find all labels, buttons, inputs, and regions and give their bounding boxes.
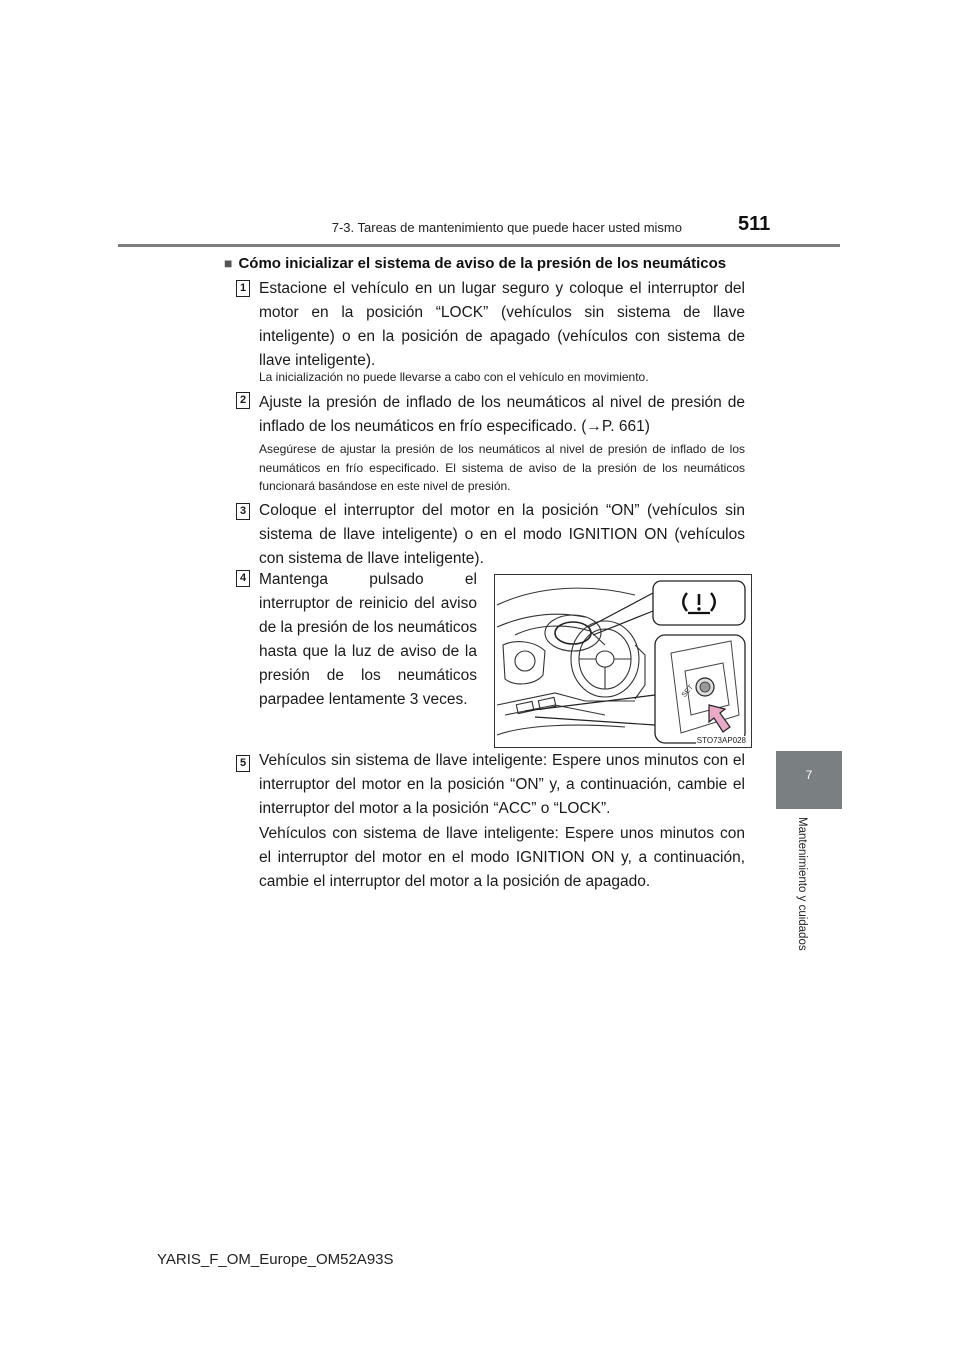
figure-code: STO73AP028 xyxy=(696,736,746,745)
chapter-tab-label: Mantenimiento y cuidados xyxy=(796,817,808,951)
step-4-text: Mantenga pulsado el interruptor de reinicio del aviso de la presión de los neumáticos hasta que la luz de aviso de la presión de los neumáticos parpadee lentamente 3 veces. xyxy=(259,571,477,708)
step-5-text: Vehículos sin sistema de llave inteligente: Espere unos minutos con el interruptor del motor en la posición “ON” y, a continuación, cambie el interruptor del motor a la posición “ACC” o “LOCK”. xyxy=(259,752,745,817)
chapter-rail xyxy=(776,810,842,980)
chapter-tab-number: 7 xyxy=(805,768,813,782)
document-footer: YARIS_F_OM_Europe_OM52A93S xyxy=(157,1251,394,1268)
tire-pressure-warning-icon xyxy=(679,587,719,617)
reset-switch-label: SET xyxy=(680,684,695,699)
tpws-reset-illustration xyxy=(494,574,752,748)
section-heading xyxy=(224,255,726,272)
step-number-5: 5 xyxy=(236,755,250,772)
chapter-tab[interactable] xyxy=(776,751,842,809)
press-arrow-icon xyxy=(703,701,733,737)
step-1-note: La inicialización no puede llevarse a cabo con el vehículo en movimiento. xyxy=(259,370,649,384)
step-number-1: 1 xyxy=(236,280,250,297)
step-number-2: 2 xyxy=(236,392,250,409)
header-title: 7-3. Tareas de mantenimiento que puede hacer usted mismo xyxy=(331,220,682,235)
step-2-note: Asegúrese de ajustar la presión de los neumáticos al nivel de presión de inflado de los neumáticos en frío especificado. El sistema de aviso de la presión de los neumáticos funcionará basándose en este nivel de presión. xyxy=(259,442,745,493)
step-1-text: Estacione el vehículo en un lugar seguro y coloque el interruptor del motor en la posición “LOCK” (vehículos sin sistema de llave inteligente) o en la posición de apagado (vehículos con sistema de llave inteligente). xyxy=(259,280,745,369)
section-bullet: ■ xyxy=(224,255,233,271)
page-number: 511 xyxy=(738,213,771,235)
step-number-3: 3 xyxy=(236,503,250,520)
step-number-4: 4 xyxy=(236,570,250,587)
step-3-text: Coloque el interruptor del motor en la posición “ON” (vehículos sin sistema de llave inteligente) o en el modo IGNITION ON (vehículos con sistema de llave inteligente). xyxy=(259,502,745,567)
step-5-text-2: Vehículos con sistema de llave inteligente: Espere unos minutos con el interruptor del motor en el modo IGNITION ON y, a continuación, cambie el interruptor del motor a la posición de apagado. xyxy=(259,825,745,890)
step-2-text: Ajuste la presión de inflado de los neumáticos al nivel de presión de inflado de los neumáticos en frío especificado. (→P. 661) xyxy=(259,394,745,435)
header-rule xyxy=(118,244,840,247)
section-heading-text: Cómo inicializar el sistema de aviso de la presión de los neumáticos xyxy=(238,255,727,272)
